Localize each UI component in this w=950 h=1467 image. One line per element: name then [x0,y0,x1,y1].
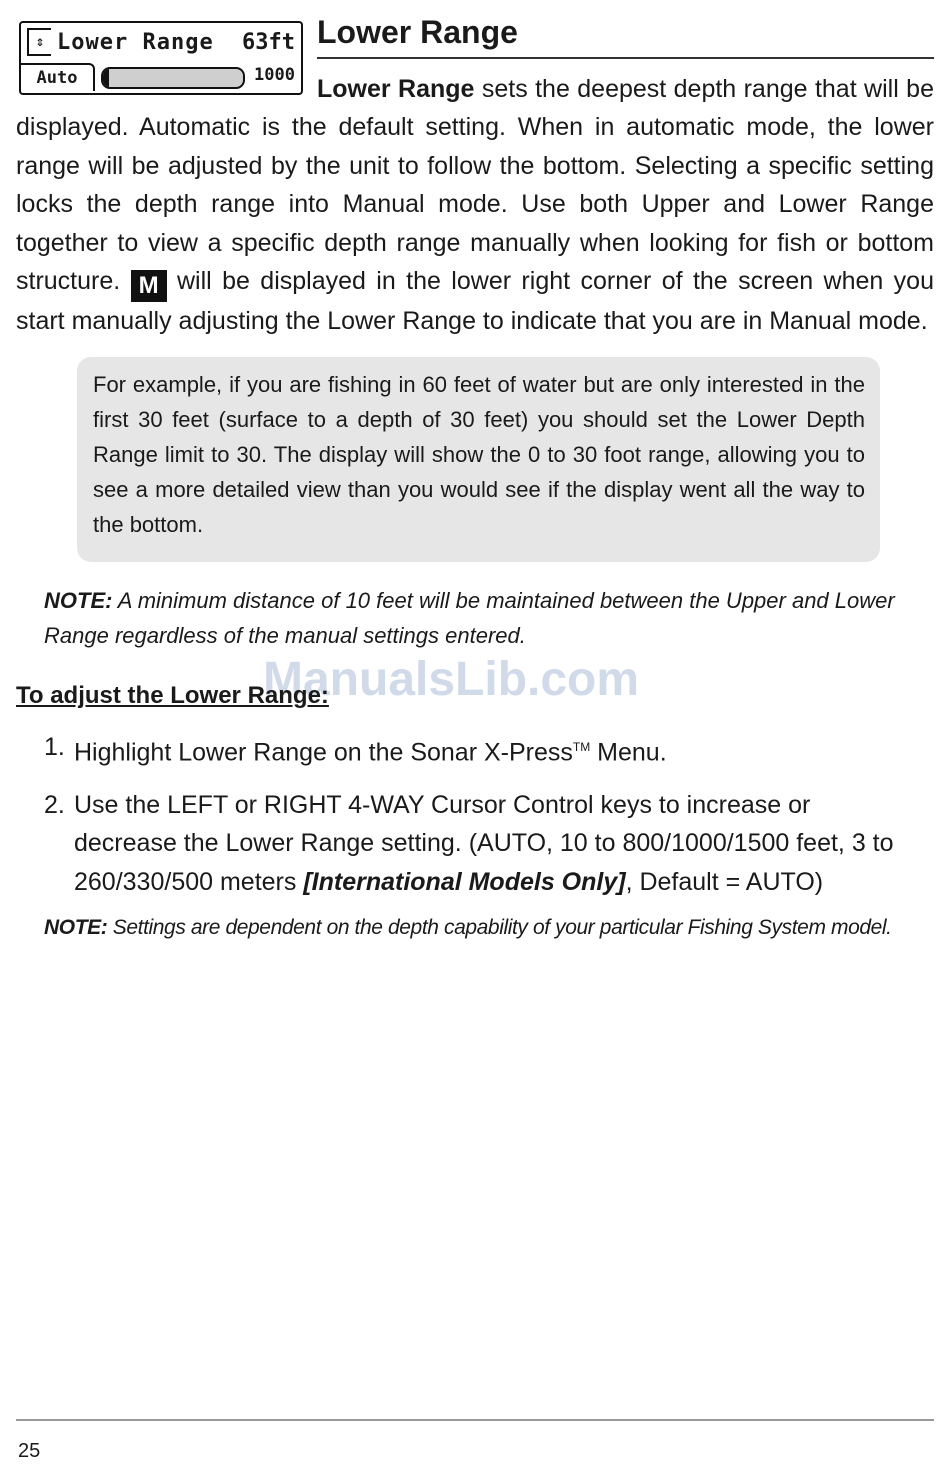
note-depth-capability [44,911,924,945]
procedure-heading: To adjust the Lower Range: [16,682,329,709]
note-label: NOTE: [44,916,108,939]
step-item [44,786,914,901]
note-minimum-distance [44,583,914,653]
step-text: Highlight Lower Range on the Sonar X-Press [74,738,573,767]
page-number: 25 [18,1440,41,1462]
lcd-value: 63ft [242,29,295,55]
step-item [44,728,914,772]
step-emphasis: [International Models Only] [303,867,626,896]
intro-text-2: will be displayed in the lower right corner of the screen when you start manually adjusting the Lower Range to indicate that you are in Manual mode. [16,267,934,336]
intro-paragraph [16,70,934,340]
note-text: A minimum distance of 10 feet will be maintained between the Upper and Lower Range regardless of the manual settings entered. [44,588,895,648]
intro-lead: Lower Range [317,75,475,103]
section-title: Lower Range [317,14,518,50]
step-text-end: Menu. [590,738,667,767]
manual-mode-badge: M [131,270,167,302]
lcd-top-row [27,27,295,57]
up-down-arrows-icon: ⇕ [27,28,51,56]
intro-text-1: sets the deepest depth range that will be displayed. Automatic is the default setting. When in automatic mode, the lower range will be adjusted by the unit to follow the bottom. Selecting a specific setting locks the depth range into Manual mode. Use both Upper and Lower Range together to view a specific depth range manually when looking for fish or bottom structure. [16,75,934,296]
step-number: 1. [44,733,65,761]
procedure-steps [44,728,914,901]
step-text: Use the LEFT or RIGHT 4-WAY Cursor Control keys to increase or decrease the Lower Range setting. (AUTO, 10 to 800/1000/1500 feet, 3 to 260/330/500 meters [74,790,894,896]
note-text: Settings are dependent on the depth capability of your particular Fishing System model. [107,916,892,939]
step-text-end: , Default = AUTO) [625,867,824,896]
footer-rule [16,1419,934,1421]
lcd-label: Lower Range [57,29,214,55]
note-label: NOTE: [44,588,113,613]
lcd-mode: Auto [21,63,95,91]
lcd-max-value: 1000 [254,65,295,85]
watermark: ManualsLib.com [263,653,640,706]
title-rule [317,57,934,59]
example-text: For example, if you are fishing in 60 feet of water but are only interested in the first 30 feet (surface to a depth of 30 feet) you should set the Lower Depth Range limit to 30. The display will show the 0 to 30 foot range, allowing you to see a more detailed view than you would see if the display went all the way to the bottom. [93,372,865,537]
example-box [77,357,880,562]
step-number: 2. [44,790,65,819]
trademark-mark: TM [572,740,591,754]
